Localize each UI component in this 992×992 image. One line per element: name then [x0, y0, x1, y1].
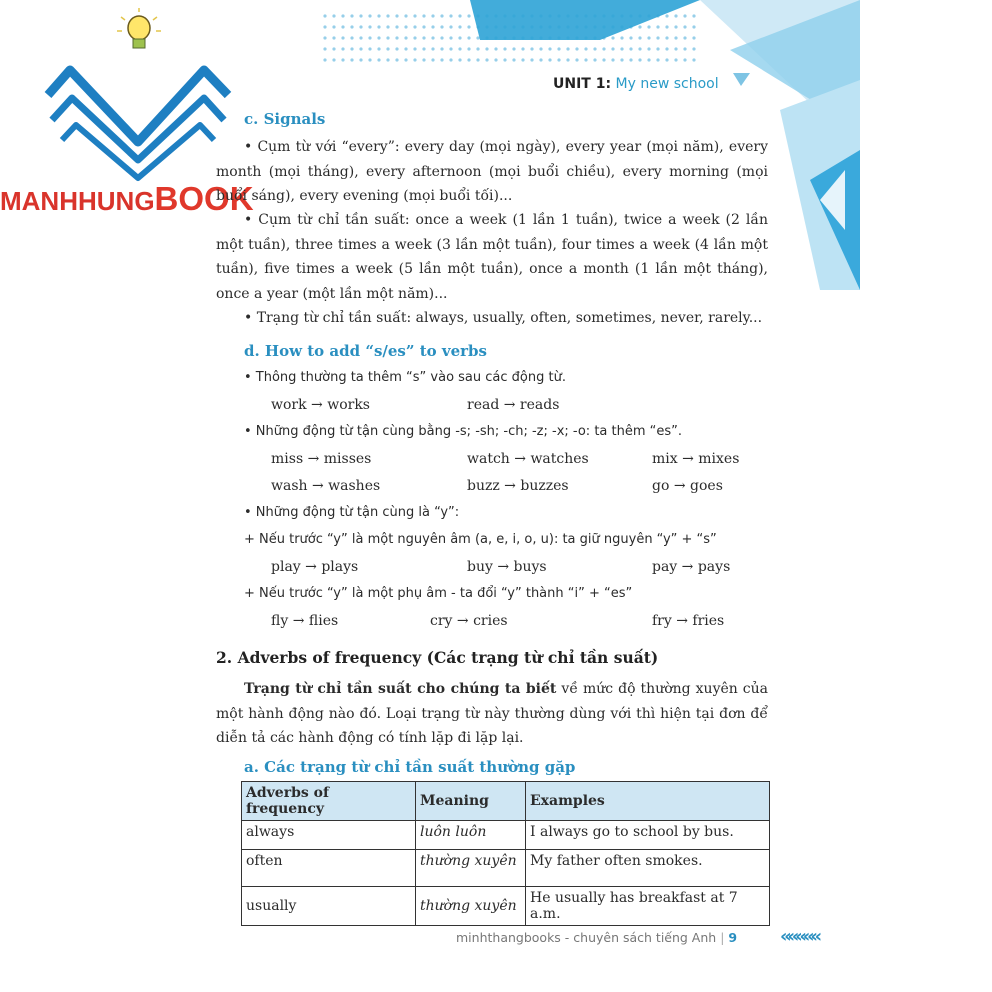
unit-label: UNIT 1:: [553, 76, 612, 92]
heading-common-adverbs: a. Các trạng từ chỉ tần suất thường gặp: [244, 758, 576, 776]
chevrons-icon: «««««: [780, 926, 819, 947]
example: buy → buys: [467, 559, 547, 575]
column-header: Meaning: [416, 782, 526, 821]
intro-bold: Trạng từ chỉ tần suất cho chúng ta biết: [244, 681, 557, 697]
adverbs-table: [241, 781, 770, 926]
example: work → works: [271, 397, 370, 413]
heading-add-s-es: d. How to add “s/es” to verbs: [244, 342, 487, 360]
column-header: Adverbs of frequency: [242, 782, 416, 821]
example: play → plays: [271, 559, 359, 575]
example: wash → washes: [271, 478, 381, 494]
rule-3: • Những động từ tận cùng là “y”:: [244, 505, 460, 520]
table-cell: always: [242, 821, 416, 850]
table-row: [242, 821, 770, 850]
heading-signals: c. Signals: [244, 110, 326, 128]
unit-name: My new school: [615, 76, 719, 92]
table-header-row: [242, 782, 770, 821]
adverbs-intro: [216, 677, 768, 751]
example: fry → fries: [652, 613, 725, 629]
signals-frequency-phrases: • Cụm từ chỉ tần suất: once a week (1 lần 1 tuần), twice a week (2 lần một tuần), three times a week (3 lần một tuần), four times a week (4 lần một tuần), five times a week (5 lần một tuần), once a month (1 lần một tháng), once a year (một lần một năm)...: [216, 212, 768, 302]
example: read → reads: [467, 397, 560, 413]
unit-title: [553, 76, 719, 92]
footer-text: minhthangbooks - chuyên sách tiếng Anh: [456, 930, 717, 945]
example: cry → cries: [430, 613, 508, 629]
column-header: Examples: [526, 782, 770, 821]
rule-3b: + Nếu trước “y” là một phụ âm - ta đổi “y” thành “i” + “es”: [244, 586, 633, 601]
table-cell: He usually has breakfast at 7 a.m.: [526, 887, 770, 926]
table-row: [242, 850, 770, 887]
signals-every: • Cụm từ với “every”: every day (mọi ngày), every year (mọi năm), every month (mọi tháng), every afternoon (mọi buổi chiều), every morning (mọi buổi sáng), every evening (mọi buổi tối)...: [216, 139, 768, 204]
example: watch → watches: [467, 451, 589, 467]
rule-3a: + Nếu trước “y” là một nguyên âm (a, e, i, o, u): ta giữ nguyên “y” + “s”: [244, 532, 717, 547]
book-logo-icon: [48, 8, 228, 178]
table-cell: often: [242, 850, 416, 887]
table-cell: I always go to school by bus.: [526, 821, 770, 850]
rule-1: • Thông thường ta thêm “s” vào sau các động từ.: [244, 370, 566, 385]
page-footer: minhthangbooks - chuyên sách tiếng Anh | 9: [456, 930, 738, 945]
table-cell: My father often smokes.: [526, 850, 770, 887]
intro-rest: về mức độ thường xuyên của một hành động nào đó. Loại trạng từ này thường dùng với thì hiện tại đơn để diễn tả các hành động có tính lặp đi lặp lại.: [216, 681, 769, 746]
example: go → goes: [652, 478, 723, 494]
example: fly → flies: [271, 613, 339, 629]
example: miss → misses: [271, 451, 372, 467]
example: buzz → buzzes: [467, 478, 569, 494]
table-cell: thường xuyên: [416, 850, 526, 887]
example: mix → mixes: [652, 451, 740, 467]
table-cell: usually: [242, 887, 416, 926]
brand-main: MANHHUNG: [0, 186, 155, 216]
table-row: [242, 887, 770, 926]
page-number: 9: [728, 930, 738, 945]
signals-adverbs: • Trạng từ chỉ tần suất: always, usually, often, sometimes, never, rarely...: [244, 310, 763, 326]
rule-2: • Những động từ tận cùng bằng -s; -sh; -ch; -z; -x; -o: ta thêm “es”.: [244, 424, 683, 439]
table-cell: thường xuyên: [416, 887, 526, 926]
table-cell: luôn luôn: [416, 821, 526, 850]
example: pay → pays: [652, 559, 731, 575]
heading-adverbs-of-frequency: 2. Adverbs of frequency (Các trạng từ chỉ tần suất): [216, 648, 659, 667]
brand-book: BOOK: [154, 180, 254, 217]
